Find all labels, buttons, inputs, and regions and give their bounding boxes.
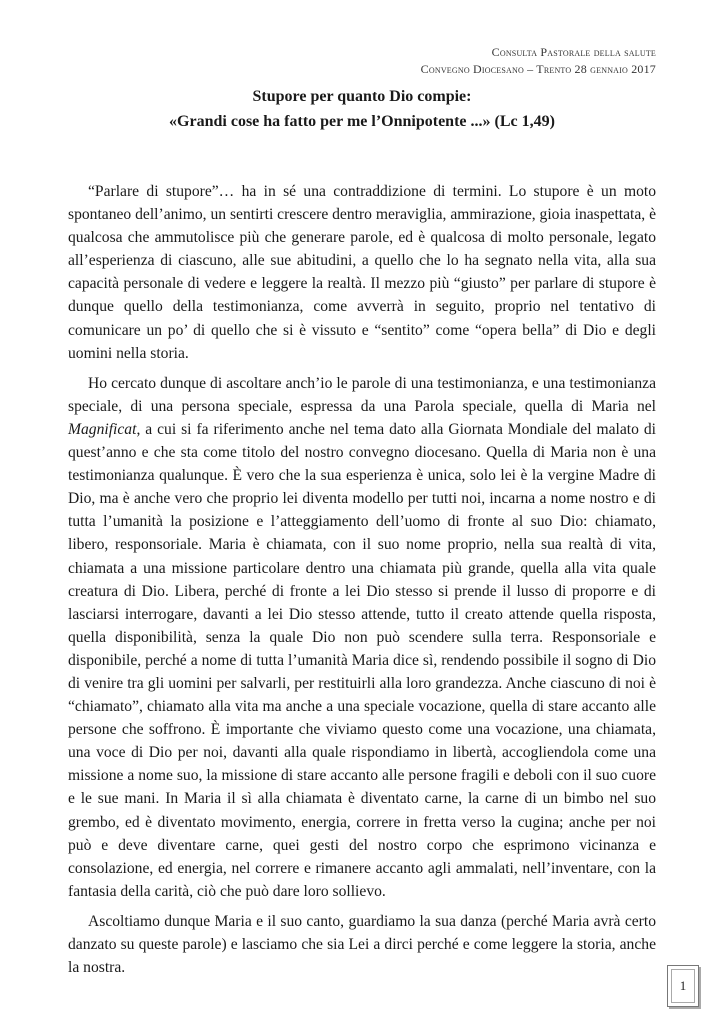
paragraph-2	[68, 372, 656, 903]
document-header	[421, 44, 656, 78]
header-organization: Consulta Pastorale della salute	[491, 45, 656, 59]
page-number: 1	[679, 978, 687, 993]
paragraph-2-start: Ho cercato dunque di ascoltare anch’io le parole di una testimonianza, e una testimonianza speciale, di una persona speciale, espressa da una Parola speciale, quella di Maria nel	[68, 374, 656, 415]
page-number-box	[667, 965, 699, 1007]
document-title	[0, 84, 724, 134]
title-line-2: «Grandi cose ha fatto per me l’Onnipotente ...» (Lc 1,49)	[169, 113, 555, 130]
paragraph-2-rest: , a cui si fa riferimento anche nel tema dato alla Giornata Mondiale del malato di quest’anno e che sta come titolo del nostro convegno diocesano. Quella di Maria non è una testimonianza qualunque. È vero che la sua esperienza è unica, solo lei è la vergine Madre di Dio, ma è anche vero che proprio lei diventa modello per tutti noi, incarna a nome nostro e di tutta l’umanità la posizione e l’atteggiamento dell’uomo di fronte al suo Dio: chiamato, libero, responsoriale. Maria è chiamata, con il suo nome proprio, nella sua realtà di vita, chiamata a una missione particolare dentro una chiamata più grande, quella alla vita quale creatura di Dio. Libera, perché di fronte a lei Dio stesso si prende il lusso di proporre e di lasciarsi interrogare, davanti a lei Dio stesso attende, tutto il creato attende quella risposta, quella disponibilità, senza la quale Dio non può scendere sulla terra. Responsoriale e disponibile, perché a nome di tutta l’umanità Maria dice sì, rendendo possibile il sogno di Dio di venire tra gli uomini per salvarli, per restituirli alla loro grandezza. Anche ciascuno di noi è “chiamato”, chiamato alla vita ma anche a una speciale vocazione, quella di stare accanto alle persone che soffrono. È importante che viviamo questo come una vocazione, una chiamata, una voce di Dio per noi, davanti alla quale rispondiamo in libertà, accogliendola come una missione a nome suo, la missione di stare accanto alle persone fragili e deboli con il suo cuore e le sue mani. In Maria il sì alla chiamata è diventato carne, la carne di un bimbo nel suo grembo, ed è diventato movimento, energia, correre in fretta verso la cugina; anche per noi può e deve diventare carne, quei gesti del nostro corpo che esprimono vicinanza e consolazione, ed energia, nel correre e rimanere accanto agli ammalati, nell’inventare, con la fantasia della carità, ciò che può dare loro sollievo.	[68, 420, 656, 900]
paragraph-3: Ascoltiamo dunque Maria e il suo canto, guardiamo la sua danza (perché Maria avrà certo danzato su queste parole) e lasciamo che sia Lei a dirci perché e come leggere la storia, anche la nostra.	[68, 912, 656, 977]
title-line-1: Stupore per quanto Dio compie:	[252, 88, 472, 105]
paragraph-1: “Parlare di stupore”… ha in sé una contraddizione di termini. Lo stupore è un moto spontaneo dell’animo, un sentirti crescere dentro meraviglia, ammirazione, gioia inaspettata, è qualcosa che ammutolisce più che generare parole, ed è qualcosa di molto personale, legato all’esperienza di ciascuno, alle sue abitudini, a quello che lo ha segnato nella vita, alla sua capacità personale di vedere e leggere la realtà. Il mezzo più “giusto” per parlare di stupore è dunque quello della testimonianza, come avverrà in seguito, proprio nel tentativo di comunicare un po’ di quello che si è vissuto e “sentito” come “opera bella” di Dio e degli uomini nella storia.	[68, 183, 657, 362]
magnificat-italic: Magnificat	[68, 420, 137, 438]
document-body	[68, 180, 656, 986]
header-event: Convegno Diocesano – Trento 28 gennaio 2017	[420, 62, 656, 76]
